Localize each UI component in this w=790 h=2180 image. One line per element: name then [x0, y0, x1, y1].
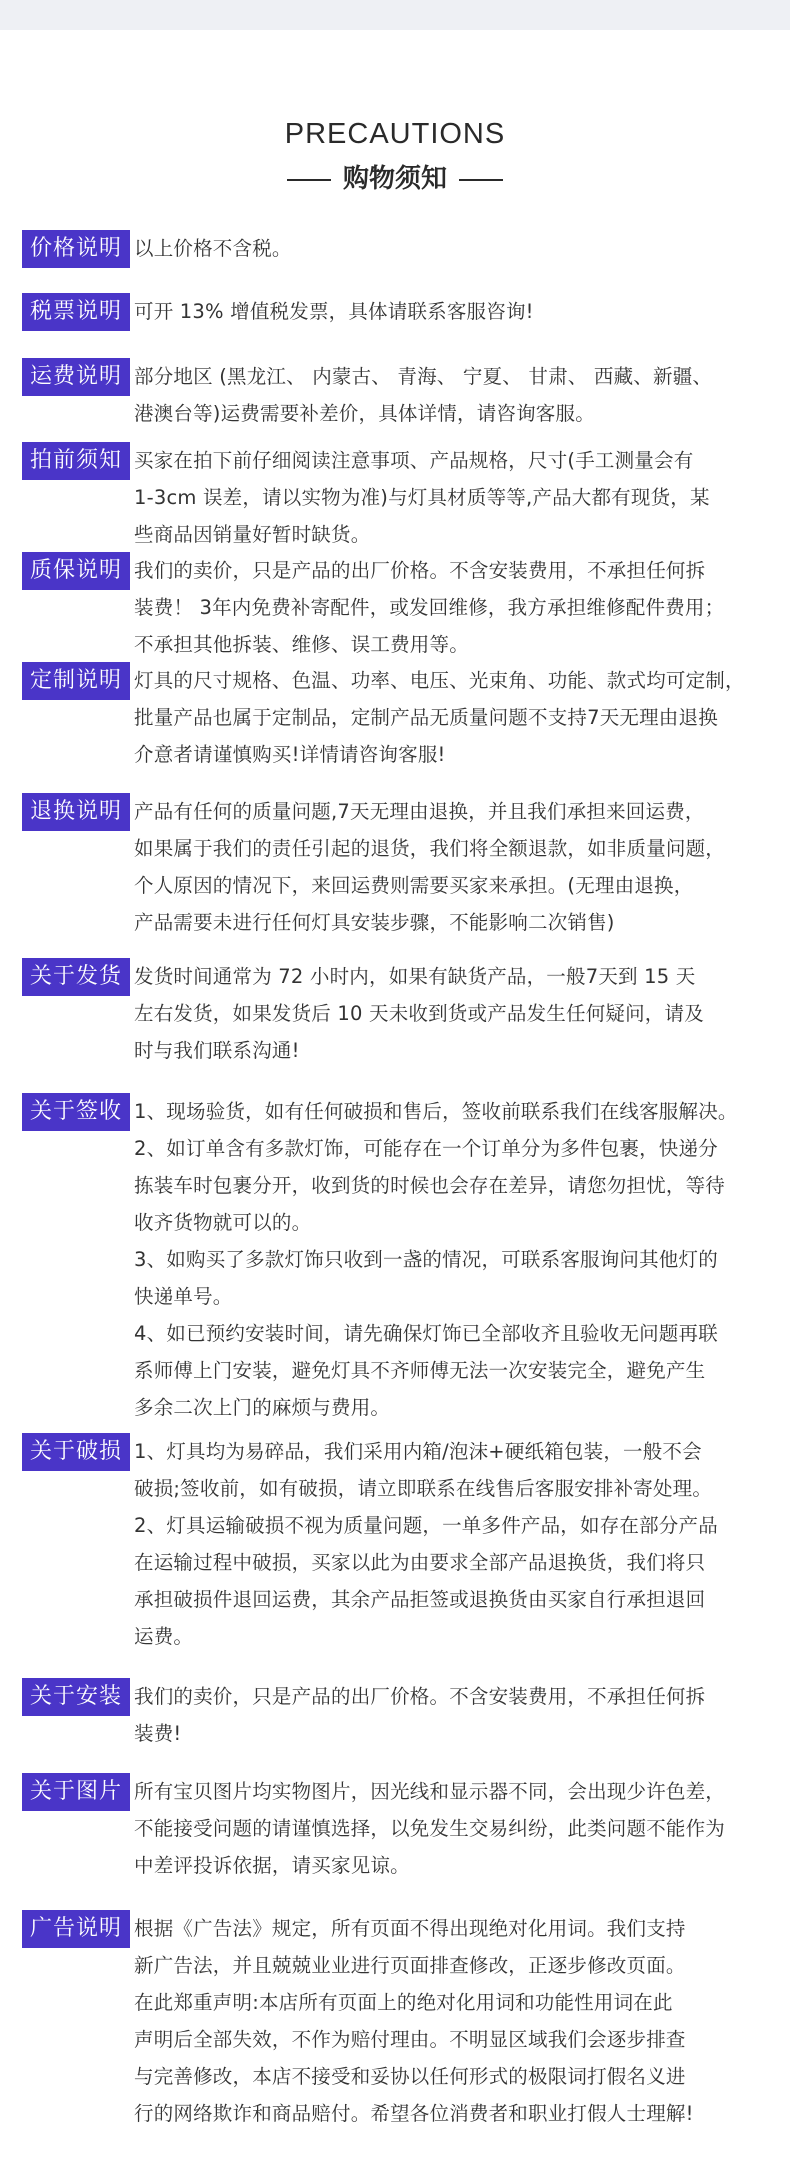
section-content [134, 293, 774, 330]
section-paragraph: 根据《广告法》规定，所有页面不得出现绝对化用词。我们支持 新广告法，并且兢兢业业进行页面排查修改，正逐步修改页面。 在此郑重声明:本店所有页面上的绝对化用词和功能性用词在此 声明后全部失效，不作为赔付理由。不明显区域我们会逐步排查 与完善修改，本店不接受和妥协以任何形式的极限词打假名义进 行的网络欺诈和商品赔付。希望各位消费者和职业打假人士理解! [134, 1917, 694, 2125]
section-tag: 关于安装 [22, 1678, 130, 1716]
section-paragraph: 买家在拍下前仔细阅读注意事项、产品规格，尺寸(手工测量会有 1-3cm 误差，请以实物为准)与灯具材质等等,产品大都有现货，某 些商品因销量好暂时缺货。 [134, 449, 710, 546]
page-title-en: PRECAUTIONS [284, 118, 506, 150]
section-tag: 价格说明 [22, 230, 130, 268]
page-title-cn-text: 购物须知 [342, 164, 447, 194]
section-paragraph: 2、灯具运输破损不视为质量问题，一单多件产品，如存在部分产品 在运输过程中破损，买家以此为由要求全部产品退换货，我们将只 承担破损件退回运费，其余产品拒签或退换货由买家自行承担退回 运费。 [134, 1514, 718, 1648]
section-paragraph: 3、如购买了多款灯饰只收到一盏的情况，可联系客服询问其他灯的 快递单号。 [134, 1248, 718, 1308]
section-paragraph: 4、如已预约安装时间，请先确保灯饰已全部收齐且验收无问题再联 系师傅上门安装，避免灯具不齐师傅无法一次安装完全，避免产生 多余二次上门的麻烦与费用。 [134, 1322, 718, 1419]
section-content [134, 552, 774, 663]
section-paragraph: 产品有任何的质量问题,7天无理由退换，并且我们承担来回运费， 如果属于我们的责任引起的退货，我们将全额退款，如非质量问题， 个人原因的情况下，来回运费则需要买家来承担。(无理由退换， 产品需要未进行任何灯具安装步骤，不能影响二次销售) [134, 800, 726, 934]
section-content [134, 1433, 774, 1655]
section-paragraph: 可开 13% 增值税发票，具体请联系客服咨询! [134, 300, 534, 323]
section-tag: 税票说明 [22, 293, 130, 331]
section-paragraph: 2、如订单含有多款灯饰，可能存在一个订单分为多件包裹，快递分 拣装车时包裹分开，收到货的时候也会存在差异，请您勿担忧，等待 收齐货物就可以的。 [134, 1137, 726, 1234]
section-content [134, 230, 774, 267]
section-content [134, 1773, 774, 1884]
section-content [134, 662, 774, 773]
section-paragraph: 1、灯具均为易碎品，我们采用内箱/泡沫+硬纸箱包装，一般不会 破损;签收前，如有破损，请立即联系在线售后客服安排补寄处理。 [134, 1440, 713, 1500]
top-band [0, 0, 790, 30]
section-content [134, 358, 774, 432]
section-content [134, 1910, 774, 2132]
section-tag: 广告说明 [22, 1910, 130, 1948]
section-paragraph: 灯具的尺寸规格、色温、功率、电压、光束角、功能、款式均可定制， 批量产品也属于定制品，定制产品无质量问题不支持7天无理由退换 介意者请谨慎购买!详情请咨询客服! [134, 669, 745, 766]
section-tag: 定制说明 [22, 662, 130, 700]
section-content [134, 1093, 774, 1426]
section-content [134, 793, 774, 941]
section-tag: 关于签收 [22, 1093, 130, 1131]
section-paragraph: 所有宝贝图片均实物图片，因光线和显示器不同，会出现少许色差， 不能接受问题的请谨慎选择，以免发生交易纠纷，此类问题不能作为 中差评投诉依据，请买家见谅。 [134, 1780, 726, 1877]
section-tag: 关于发货 [22, 958, 130, 996]
section-tag: 拍前须知 [22, 442, 130, 480]
section-content [134, 958, 774, 1069]
section-tag: 关于破损 [22, 1433, 130, 1471]
section-paragraph: 以上价格不含税。 [134, 237, 292, 260]
section-paragraph: 1、现场验货，如有任何破损和售后，签收前联系我们在线客服解决。 [134, 1100, 738, 1123]
title-dash-right [459, 179, 503, 181]
section-content [134, 442, 774, 553]
title-dash-left [287, 179, 331, 181]
section-paragraph: 我们的卖价，只是产品的出厂价格。不含安装费用，不承担任何拆 装费！ 3年内免费补寄配件，或发回维修，我方承担维修配件费用； 不承担其他拆装、维修、误工费用等。 [134, 559, 725, 656]
section-paragraph: 我们的卖价，只是产品的出厂价格。不含安装费用，不承担任何拆 装费! [134, 1685, 706, 1745]
section-tag: 运费说明 [22, 358, 130, 396]
section-tag: 关于图片 [22, 1773, 130, 1811]
page-title-cn [0, 158, 790, 195]
section-tag: 退换说明 [22, 793, 130, 831]
section-paragraph: 部分地区 (黑龙江、 内蒙古、 青海、 宁夏、 甘肃、 西藏、新疆、 港澳台等)运费需要补差价，具体详情，请咨询客服。 [134, 365, 713, 425]
section-paragraph: 发货时间通常为 72 小时内，如果有缺货产品，一般7天到 15 天 左右发货，如果发货后 10 天未收到货或产品发生任何疑问，请及 时与我们联系沟通! [134, 965, 704, 1062]
section-content [134, 1678, 774, 1752]
section-tag: 质保说明 [22, 552, 130, 590]
